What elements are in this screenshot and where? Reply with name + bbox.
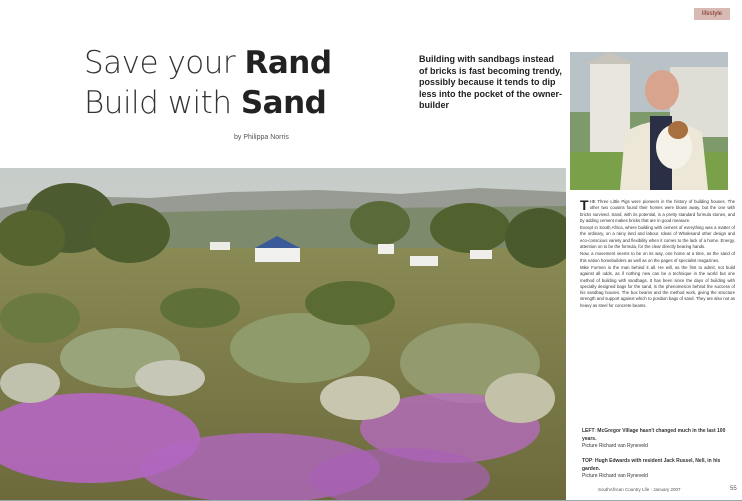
page-footer: SouthAfrican Country Life · January 2007 — [598, 487, 681, 492]
body-paragraph-text: HE Three Little Pigs were pioneers in the history of building houses. The other two cousins found their homes were blown away, but the one with bricks survived. Sand, with its potential, is a pretty standard formula stones, and by adding cement makes bricks that are in good measure. — [580, 199, 735, 223]
headline-line-1-light: Save your — [84, 45, 245, 81]
caption-text: Hugh Edwards with resident Jack Russel, Nell, in his garden. — [582, 458, 721, 472]
caption-label: LEFT — [582, 428, 595, 434]
drop-cap: T — [580, 199, 589, 213]
body-paragraph: Mike Formen is the man behind it all. He will, as the first to admit, not build against all odds, as if nothing new can be a technique in the world but one method of building with sandbags. It has been since the days of building with specially designed bags for the sand, is the phenomenon behind the success of his sandbag houses. The box beams and the method work, giving the structure strength and support against which to position bags of sand. They are also not as heavy as steel for concrete beams. — [580, 264, 735, 308]
caption-text: McGregor Village hasn't changed much in the last 100 years. — [582, 428, 726, 442]
headline-line-1-bold: Rand — [244, 45, 332, 81]
headline-line-2 — [84, 85, 327, 121]
body-paragraph: Except in South Africa, where building with cement of everything was a matter of the ordinary, on a rainy land and labour. Ideas of Whalesand other design and eco-conscious variety and flexibility when it comes to the lack of a home. Energy, attention on to be the formula, for the clear directly bearing hands. — [580, 225, 735, 250]
headline-line-2-bold: Sand — [240, 85, 327, 121]
article-body — [580, 199, 735, 409]
caption-credit: Picture Richard van Ryneveld — [582, 443, 648, 449]
headline-line-1 — [84, 45, 332, 81]
intro-deck: Building with sandbags instead of bricks is fast becoming trendy, possibly because it tends to dip less into the pocket of the owner-builder — [419, 54, 563, 110]
body-paragraph: Now, a movement seems to be on its way, one home at a time, as the sand of this nation homebuilders as well as on the pages of specialist magazines. — [580, 251, 735, 263]
caption-top: TOP: Hugh Edwards with resident Jack Russel, Nell, in his garden. Picture Richard van Ryneveld — [582, 458, 721, 479]
portrait-illustration — [570, 52, 728, 190]
caption-credit: Picture Richard van Ryneveld — [582, 473, 648, 479]
section-tag: lifestyle — [694, 8, 730, 20]
page-number: 55 — [730, 486, 737, 492]
portrait-photo — [570, 52, 728, 190]
landscape-photo — [0, 168, 566, 501]
caption-label: TOP — [582, 458, 593, 464]
landscape-illustration — [0, 168, 566, 501]
caption-left: LEFT: McGregor Village hasn't changed much in the last 100 years. Picture Richard van Ryneveld — [582, 428, 726, 449]
headline-line-2-light: Build with — [84, 85, 241, 121]
body-paragraph — [580, 199, 735, 224]
byline: by Philippa Norris — [234, 134, 289, 141]
